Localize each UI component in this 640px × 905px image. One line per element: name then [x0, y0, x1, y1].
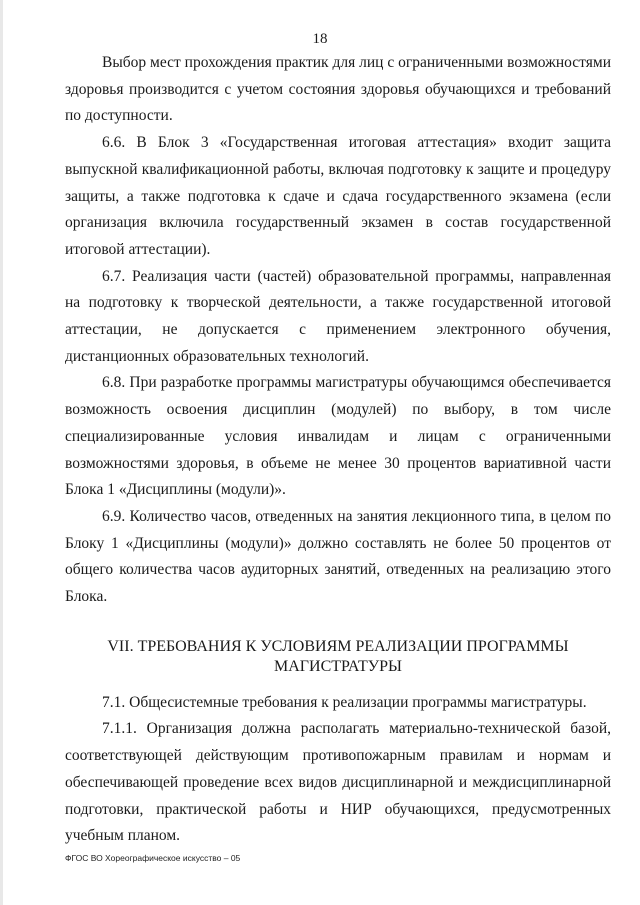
section-heading-line-1: VII. ТРЕБОВАНИЯ К УСЛОВИЯМ РЕАЛИЗАЦИИ ПРОГРАММЫ [107, 637, 569, 655]
paragraph-6-8: 6.8. При разработке программы магистратуры обучающимся обеспечивается возможность освоения дисциплин (модулей) по выбору, в том числе специализированные условия инвалидам и лицам с ограниченными возможностями здоровья, в объеме не менее 30 процентов вариативной части Блока 1 «Дисциплины (модули)». [65, 374, 611, 499]
scan-edge [0, 0, 3, 905]
document-body [65, 50, 611, 850]
section-heading [65, 637, 611, 677]
document-footer: ФГОС ВО Хореографическое искусство – 05 [65, 853, 241, 863]
paragraph-6-6: 6.6. В Блок 3 «Государственная итоговая аттестация» входит защита выпускной квалификационной работы, включая подготовку к защите и процедуру защиты, а также подготовка к сдаче и сдача государственного экзамена (если организация включила государственный экзамен в состав государственной итоговой аттестации). [65, 134, 611, 258]
paragraph-6-7: 6.7. Реализация части (частей) образовательной программы, направленная на подготовку к творческой деятельности, а также государственной итоговой аттестации, не допускается с применением электронного обучения, дистанционных образовательных технологий. [65, 267, 611, 365]
paragraph-7-1-1: 7.1.1. Организация должна располагать материально-технической базой, соответствующей действующим противопожарным правилам и нормам и обеспечивающей проведение всех видов дисциплинарной и междисциплинарной подготовки, практической работы и НИР обучающихся, предусмотренных учебным планом. [65, 720, 611, 845]
page-number: 18 [312, 31, 328, 47]
section-heading-line-2: МАГИСТРАТУРЫ [274, 657, 402, 675]
paragraph-6-9: 6.9. Количество часов, отведенных на занятия лекционного типа, в целом по Блоку 1 «Дисциплины (модули)» должно составлять не более 50 процентов от общего количества часов аудиторных занятий, отведенных на реализацию этого Блока. [65, 507, 611, 606]
paragraph-7-1: 7.1. Общесистемные требования к реализации программы магистратуры. [102, 693, 587, 711]
paragraph-practice-placement: Выбор мест прохождения практик для лиц с ограниченными возможностями здоровья производится с учетом состояния здоровья обучающихся и требований по доступности. [65, 54, 611, 125]
